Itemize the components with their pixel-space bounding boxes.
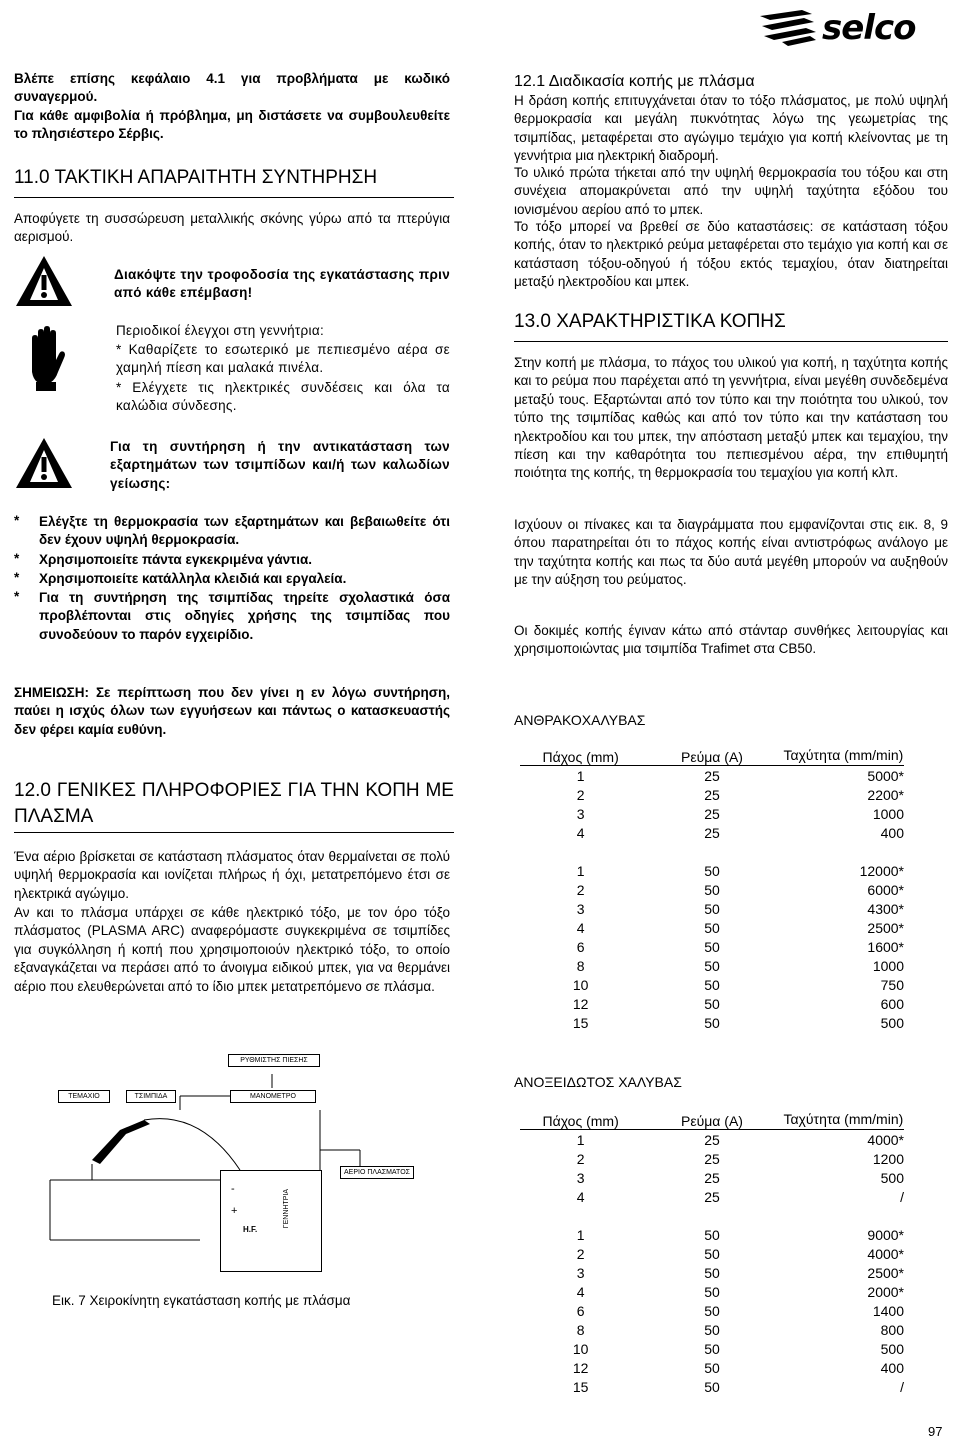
table-1-title: ΑΝΘΡΑΚΟΧΑΛΥΒΑΣ (514, 712, 646, 728)
table-row (520, 1339, 904, 1358)
table-cell: 50 (704, 1378, 720, 1395)
table-cell: 4000* (867, 1131, 904, 1148)
table-row (520, 1282, 904, 1301)
table-row (520, 1320, 904, 1339)
figure-caption: Εικ. 7 Χειροκίνητη εγκατάσταση κοπής με πλάσμα (52, 1293, 351, 1308)
carbon-steel-table (520, 746, 904, 1032)
section-11-paragraph: Αποφύγετε τη συσσώρευση μεταλλικής σκόνης γύρω από τα πτερύγια αερισμού. (14, 211, 450, 245)
table-cell: 2 (576, 1245, 585, 1262)
section-12-paragraph-1: Ένα αέριο βρίσκεται σε κατάσταση πλάσματος όταν θερμαίνεται σε πολύ υψηλή θερμοκρασία και ιονίζεται πλήρως ή όχι, μετατρεπόμενο έτσι σε ηλεκτρικά αγώγιμο. (14, 849, 450, 901)
table-cell: 1600* (867, 938, 904, 955)
section-121-paragraph-2: Το υλικό πρώτα τήκεται από την υψηλή θερμοκρασία του τόξου και στη συνέχεια απομακρύνεται από την υψηλή ταχύτητα εξόδου του ιονισμένου αερίου από το μπεκ. (514, 165, 948, 217)
workpiece-label: ΤΕΜΑΧΙΟ (58, 1090, 110, 1103)
table-cell: 1 (576, 862, 585, 879)
section-12-paragraph-2: Αν και το πλάσμα υπάρχει σε κάθε ηλεκτρικό τόξο, με τον όρο τόξο πλάσματος (PLASMA ARC) αναφερόμαστε συγκεκριμένα σε τσιμπίδες για συγκόλληση ή κοπή που χρησιμοποιούν ηλεκτρικό τόξο, το οποίο εξαναγκάζεται να περάσει από το άνοιγμα ειδικού μπεκ, για να θερμάνει αέριο που ελευθερώνεται από το ίδιο μπεκ μετατρεπόμενο σε πλάσμα. (14, 905, 450, 994)
section-12-title: 12.0 ΓΕΝΙΚΕΣ ΠΛΗΡΟΦΟΡΙΕΣ ΓΙΑ ΤΗΝ ΚΟΠΗ ΜΕ ΠΛΑΣΜΑ (14, 780, 454, 827)
table-cell: 6000* (867, 881, 904, 898)
table-cell: 25 (704, 1188, 720, 1205)
table-header-row (520, 746, 904, 765)
table-cell: 1200 (872, 1150, 904, 1167)
brand-logo (752, 6, 952, 50)
table-cell: 4300* (867, 900, 904, 917)
table-row (520, 823, 904, 842)
table-header-row (520, 1110, 904, 1129)
table-cell: 5000* (867, 767, 904, 784)
table-cell: 25 (704, 1150, 720, 1167)
section-121-title: 12.1 Διαδικασία κοπής με πλάσμα (514, 73, 755, 90)
table-group-2 (520, 1225, 904, 1396)
pressure-regulator-label: ΡΥΘΜΙΣΤΗΣ ΠΙΕΣΗΣ (228, 1054, 320, 1067)
table-row (520, 1225, 904, 1244)
table-cell: 1 (576, 1131, 585, 1148)
table-cell: 2200* (867, 786, 904, 803)
table-cell: 3 (576, 1169, 585, 1186)
bullet-item: Χρησιμοποιείτε κατάλληλα κλειδιά και εργαλεία. (39, 571, 347, 586)
brand-name: selco (822, 8, 916, 48)
table-row (520, 918, 904, 937)
table-row (520, 1377, 904, 1396)
table-cell: 50 (704, 1283, 720, 1300)
intro-text-2: Για κάθε αμφιβολία ή πρόβλημα, μη διστάσετε να συμβουλευθείτε το πλησιέστερο Σέρβις. (14, 108, 450, 142)
minus-terminal: - (231, 1183, 235, 1195)
table-cell: 25 (704, 805, 720, 822)
plus-terminal: + (231, 1205, 238, 1217)
table-row (520, 861, 904, 880)
table-cell: 50 (704, 995, 720, 1012)
bullet-item: Ελέγξτε τη θερμοκρασία των εξαρτημάτων και βεβαιωθείτε ότι δεν έχουν υψηλή θερμοκρασία. (39, 514, 450, 548)
page-number: 97 (928, 1424, 943, 1439)
table-cell: 50 (704, 976, 720, 993)
table-cell: 4 (576, 1188, 585, 1205)
table-cell: 50 (704, 919, 720, 936)
table-row (520, 994, 904, 1013)
table-cell: 50 (704, 881, 720, 898)
table-row (520, 1263, 904, 1282)
table-cell: 3 (576, 1264, 585, 1281)
table-cell: 12 (572, 1359, 589, 1376)
warning-power-off: Διακόψτε την τροφοδοσία της εγκατάστασης πριν από κάθε επέμβαση! (114, 267, 450, 301)
table-cell: 4 (576, 824, 585, 841)
hand-line-1: Περιοδικοί έλεγχοι στη γεννήτρια: (116, 323, 324, 338)
column-header: Ρεύμα (A) (681, 749, 743, 765)
table-cell: 2 (576, 1150, 585, 1167)
table-cell: 4 (576, 1283, 585, 1300)
table-cell: 15 (572, 1014, 589, 1031)
table-group-1 (520, 1130, 904, 1206)
note-text: ΣΗΜΕΙΩΣΗ: Σε περίπτωση που δεν γίνει η εν λόγω συντήρηση, παύει η ισχύς όλων των εγγυήσεων και πάντως ο κατασκευαστής δεν φέρει καμία ευθύνη. (14, 685, 450, 737)
table-cell: 400 (880, 1359, 904, 1376)
table-cell: 800 (880, 1321, 904, 1338)
table-row (520, 804, 904, 823)
section-11-rule (14, 197, 454, 198)
column-header: Ταχύτητα (mm/min) (783, 747, 904, 763)
hand-stop-icon (26, 324, 66, 392)
column-header: Ταχύτητα (mm/min) (783, 1111, 904, 1127)
column-header: Πάχος (mm) (542, 749, 619, 765)
table-row (520, 880, 904, 899)
table-cell: 50 (704, 1264, 720, 1281)
bullet-item: Χρησιμοποιείτε πάντα εγκεκριμένα γάντια. (39, 552, 313, 567)
table-cell: 25 (704, 824, 720, 841)
table-cell: 1400 (872, 1302, 904, 1319)
table-cell: 50 (704, 1340, 720, 1357)
warning-maintenance: Για τη συντήρηση ή την αντικατάσταση των εξαρτημάτων των τσιμπίδων και/ή των καλωδίων γείωσης: (110, 439, 450, 491)
table-row (520, 1301, 904, 1320)
hf-label: H.F. (243, 1225, 258, 1234)
gas-label: ΑΕΡΙΟ ΠΛΑΣΜΑΤΟΣ (340, 1166, 414, 1179)
table-2-title: ΑΝΟΞΕΙΔΩΤΟΣ ΧΑΛΥΒΑΣ (514, 1074, 682, 1090)
table-cell: 50 (704, 1321, 720, 1338)
section-12-rule (14, 832, 454, 833)
table-cell: 50 (704, 1014, 720, 1031)
table-row (520, 1168, 904, 1187)
torch-label: ΤΣΙΜΠΙΔΑ (126, 1090, 176, 1103)
bullet-item: Για τη συντήρηση της τσιμπίδας τηρείτε σχολαστικά όσα προβλέπονται στις οδηγίες χρήσης της τσιμπίδας που συνοδεύουν το παρόν εγχειρίδιο. (39, 590, 450, 642)
warning-triangle-icon (14, 254, 74, 308)
warning-triangle-icon (14, 436, 74, 490)
logo-mark-icon (752, 6, 822, 50)
section-13-rule (514, 341, 948, 342)
table-cell: 25 (704, 786, 720, 803)
table-row (520, 1244, 904, 1263)
table-cell: / (900, 1378, 904, 1395)
intro-text: Βλέπε επίσης κεφάλαιο 4.1 για προβλήματα με κωδικό συναγερμού. (14, 71, 450, 105)
table-row (520, 766, 904, 785)
table-cell: 4 (576, 919, 585, 936)
table-cell: 50 (704, 862, 720, 879)
section-11-title: 11.0 ΤΑΚΤΙΚΗ ΑΠΑΡΑΙΤΗΤΗ ΣΥΝΤΗΡΗΣΗ (14, 167, 378, 188)
table-cell: 12 (572, 995, 589, 1012)
stainless-steel-table (520, 1110, 904, 1396)
table-cell: 6 (576, 1302, 585, 1319)
table-row (520, 1358, 904, 1377)
table-group-1 (520, 766, 904, 842)
table-cell: 3 (576, 805, 585, 822)
table-row (520, 956, 904, 975)
table-cell: 6 (576, 938, 585, 955)
table-cell: 8 (576, 957, 585, 974)
table-cell: 25 (704, 1169, 720, 1186)
table-cell: 600 (880, 995, 904, 1012)
table-cell: 2 (576, 881, 585, 898)
table-row (520, 1013, 904, 1032)
generator-label: ΓΕΝΝΗΤΡΙΑ (283, 1189, 290, 1229)
table-cell: 12000* (859, 862, 904, 879)
table-row (520, 1130, 904, 1149)
bullet-mark: * (14, 551, 20, 566)
table-cell: 500 (880, 1169, 904, 1186)
table-cell: 1 (576, 1226, 585, 1243)
table-cell: 2500* (867, 919, 904, 936)
table-cell: / (900, 1188, 904, 1205)
section-13-paragraph-1: Στην κοπή με πλάσμα, το πάχος του υλικού για κοπή, η ταχύτητα κοπής και το ρεύμα που παρέχεται από τη γεννήτρια, είναι μεγέθη συνδεδεμένα μεταξύ τους. Εξαρτώνται από τον τύπο και την ποιότητα του υλικού, τον τύπο της τσιμπίδας καθώς και από τον τύπο και την κατάσταση του ηλεκτροδίου και του μπεκ, την απόσταση μεταξύ μπεκ και τεμαχίου, την πίεση και την καθαρότητα του πεπιεσμένου αέρα, την επιθυμητή ποιότητα της κοπής, τη θερμοκρασία του τεμαχίου για κοπή κλπ. (514, 355, 948, 481)
table-row (520, 937, 904, 956)
table-cell: 50 (704, 1359, 720, 1376)
table-group-2 (520, 861, 904, 1032)
table-cell: 50 (704, 1245, 720, 1262)
generator-box (220, 1170, 322, 1272)
table-row (520, 899, 904, 918)
column-header: Ρεύμα (A) (681, 1113, 743, 1129)
hand-line-3: * Ελέγχετε τις ηλεκτρικές συνδέσεις και όλα τα καλώδια σύνδεσης. (116, 380, 450, 414)
table-cell: 50 (704, 957, 720, 974)
table-cell: 8 (576, 1321, 585, 1338)
table-cell: 400 (880, 824, 904, 841)
hand-line-2: * Καθαρίζετε το εσωτερικό με πεπιεσμένο αέρα σε χαμηλή πίεση και μαλακά πινέλα. (116, 342, 450, 376)
table-cell: 500 (880, 1014, 904, 1031)
table-cell: 15 (572, 1378, 589, 1395)
table-cell: 50 (704, 900, 720, 917)
table-cell: 50 (704, 938, 720, 955)
section-13-paragraph-3: Οι δοκιμές κοπής έγιναν κάτω από στάνταρ συνθήκες λειτουργίας και χρησιμοποιώντας μια τσιμπίδα Trafimet στα CB50. (514, 623, 948, 657)
table-cell: 50 (704, 1226, 720, 1243)
table-cell: 1000 (872, 957, 904, 974)
plasma-setup-diagram (40, 1050, 440, 1280)
table-cell: 25 (704, 767, 720, 784)
column-header: Πάχος (mm) (542, 1113, 619, 1129)
table-cell: 500 (880, 1340, 904, 1357)
section-121-paragraph-1: Η δράση κοπής επιτυγχάνεται όταν το τόξο πλάσματος, με πολύ υψηλή θερμοκρασία και μεγάλη πυκνότητας λόγω της γεωμετρίας της τσιμπίδας, μεταφέρεται στο αγώγιμο τεμάχιο για κοπή κλείνοντας με τη γεννήτρια μια ηλεκτρική διαδρομή. (514, 93, 948, 164)
section-121-paragraph-3: Το τόξο μπορεί να βρεθεί σε δύο καταστάσεις: σε κατάσταση τόξου κοπής, όταν το ηλεκτρικό ρεύμα μεταφέρεται στο τεμάχιο για κοπή και σε κατάσταση τόξου-οδηγού ή τόξου εκτός τεμαχίου, όταν διατηρείται μεταξύ ηλεκτροδίου και μπεκ. (514, 219, 948, 290)
table-cell: 50 (704, 1302, 720, 1319)
table-row (520, 1149, 904, 1168)
table-row (520, 975, 904, 994)
table-cell: 4000* (867, 1245, 904, 1262)
table-cell: 1000 (872, 805, 904, 822)
table-cell: 1 (576, 767, 585, 784)
bullet-mark: * (14, 589, 20, 604)
bullet-mark: * (14, 513, 20, 528)
table-cell: 2500* (867, 1264, 904, 1281)
table-cell: 2 (576, 786, 585, 803)
bullet-mark: * (14, 570, 20, 585)
table-cell: 9000* (867, 1226, 904, 1243)
table-row (520, 1187, 904, 1206)
section-13-paragraph-2: Ισχύουν οι πίνακες και τα διαγράμματα που εμφανίζονται στις εικ. 8, 9 όπου παρατηρείται ότι το πάχος κοπής είναι αντιστρόφως ανάλογο με την ταχύτητα κοπής και πως τα δύο αυτά μεγέθη μπορούν να αυξηθούν με την αύξηση του ρεύματος. (514, 517, 948, 588)
table-cell: 3 (576, 900, 585, 917)
table-cell: 10 (572, 976, 589, 993)
table-cell: 25 (704, 1131, 720, 1148)
table-cell: 2000* (867, 1283, 904, 1300)
table-row (520, 785, 904, 804)
gauge-label: ΜΑΝΟΜΕΤΡΟ (230, 1090, 316, 1103)
section-13-title: 13.0 ΧΑΡΑΚΤΗΡΙΣΤΙΚΑ ΚΟΠΗΣ (514, 311, 786, 332)
table-cell: 750 (880, 976, 904, 993)
table-cell: 10 (572, 1340, 589, 1357)
